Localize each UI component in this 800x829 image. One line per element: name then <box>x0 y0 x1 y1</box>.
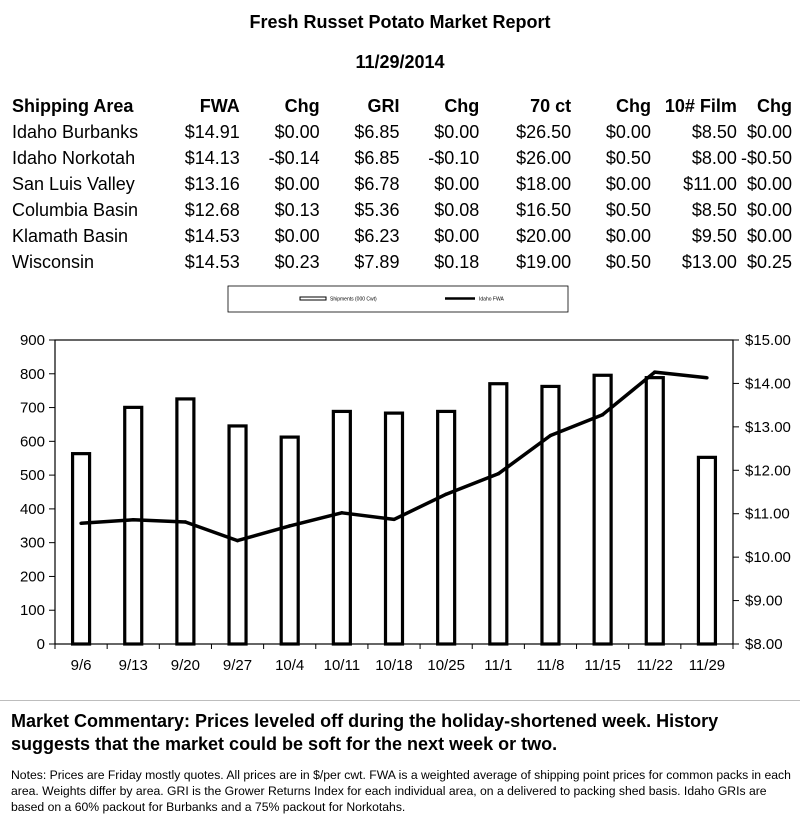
shipment-bar <box>542 386 559 644</box>
x-axis-tick-label: 9/6 <box>70 657 92 674</box>
price-cell: $0.00 <box>605 173 651 194</box>
price-cell: $0.50 <box>605 251 651 272</box>
right-axis-tick-label: $14.00 <box>745 375 791 393</box>
legend-swatch-shipments <box>300 297 326 300</box>
header-fwa: FWA <box>199 96 240 116</box>
legend-label-shipments: Shipments (000 Cwt) <box>330 296 377 303</box>
price-cell: $9.50 <box>691 225 737 246</box>
shipping-area-cell: Idaho Burbanks <box>12 121 139 142</box>
shipping-area-cell: Wisconsin <box>12 251 95 272</box>
shipment-bar <box>386 413 403 644</box>
price-cell: $7.89 <box>354 251 400 272</box>
right-axis-tick-label: $8.00 <box>745 636 783 653</box>
table-row <box>10 249 794 275</box>
price-cell: $6.85 <box>354 147 400 168</box>
left-axis-tick-label: 200 <box>19 568 45 586</box>
shipping-area-cell: Columbia Basin <box>12 199 139 220</box>
x-axis-tick-label: 11/15 <box>584 657 621 674</box>
right-axis-tick-label: $9.00 <box>745 592 783 610</box>
divider <box>0 700 800 701</box>
price-cell: $0.00 <box>746 225 792 246</box>
legend-box <box>228 286 568 312</box>
price-cell: $13.16 <box>184 173 240 194</box>
idaho-fwa-point <box>497 472 500 475</box>
x-axis-tick-label: 11/22 <box>636 657 673 674</box>
price-cell: $18.00 <box>516 173 572 194</box>
price-cell: -$0.14 <box>268 147 320 168</box>
price-cell: $14.53 <box>184 225 240 246</box>
price-cell: $13.00 <box>681 251 737 272</box>
idaho-fwa-point <box>340 511 343 514</box>
price-cell: $0.00 <box>746 121 792 142</box>
left-axis-tick-label: 600 <box>19 433 45 451</box>
shipment-bar <box>229 426 246 644</box>
header-shipping-area: Shipping Area <box>12 96 134 116</box>
shipping-area-cell: Klamath Basin <box>12 225 129 246</box>
table-header-row <box>10 94 794 119</box>
header-gri: GRI <box>367 96 400 116</box>
shipment-bar <box>73 454 90 644</box>
price-cell: $26.50 <box>516 121 572 142</box>
market-commentary: Market Commentary: Prices leveled off during the holiday-shortened week. History suggests that the market could be soft for the next week or two. <box>11 711 719 754</box>
right-axis-tick-label: $12.00 <box>745 462 791 480</box>
price-cell: $0.00 <box>605 121 651 142</box>
price-cell: $0.00 <box>746 199 792 220</box>
price-cell: $6.78 <box>354 173 400 194</box>
price-cell: $6.23 <box>354 225 400 246</box>
x-axis-tick-label: 10/11 <box>323 657 361 674</box>
shipment-bar <box>125 407 142 644</box>
price-cell: $0.13 <box>274 199 320 220</box>
header-fwa-chg: Chg <box>284 96 320 116</box>
price-cell: $11.00 <box>683 173 737 194</box>
price-cell: $0.23 <box>274 251 320 272</box>
price-cell: $0.25 <box>746 251 792 272</box>
price-cell: $8.50 <box>691 121 737 142</box>
price-cell: $0.00 <box>274 225 320 246</box>
header-gri-chg: Chg <box>444 96 480 116</box>
right-axis-tick-label: $10.00 <box>745 549 791 567</box>
shipment-bar <box>333 411 350 644</box>
idaho-fwa-point <box>549 434 552 437</box>
header-70ct-chg: Chg <box>615 96 651 116</box>
shipment-bar <box>490 384 507 644</box>
price-cell: $0.00 <box>434 225 480 246</box>
idaho-fwa-point <box>79 522 82 525</box>
right-axis-tick-label: $15.00 <box>745 332 791 349</box>
idaho-fwa-point <box>288 524 291 527</box>
x-axis-tick-label: 10/4 <box>275 657 305 674</box>
notes: Notes: Prices are Friday mostly quotes. All prices are in $/per cwt. FWA is a weighted average of shipping point prices for common packs in each area. Weights differ by area. GRI is the Grower Returns Index for each individual area, on a delivered to packing shed basis. Idaho GRIs are based on a 60% packout for Burbanks and a 75% packout for Norkotahs. <box>11 768 791 814</box>
header-10lb-film: 10# Film <box>664 96 737 116</box>
price-cell: $0.50 <box>605 199 651 220</box>
price-cell: $0.08 <box>434 199 480 220</box>
shipment-bar <box>438 411 455 644</box>
idaho-fwa-point <box>444 492 447 495</box>
price-cell: $0.00 <box>605 225 651 246</box>
left-axis-tick-label: 800 <box>19 365 45 383</box>
price-cell: $0.50 <box>605 147 651 168</box>
shipment-bar <box>698 457 715 644</box>
price-cell: $20.00 <box>516 225 572 246</box>
price-cell: $8.00 <box>691 147 737 168</box>
price-cell: $8.50 <box>691 199 737 220</box>
x-axis-tick-label: 9/13 <box>118 657 148 674</box>
price-cell: $0.18 <box>434 251 480 272</box>
price-cell: $0.00 <box>274 173 320 194</box>
header-10lb-film-chg: Chg <box>757 96 792 116</box>
price-cell: $14.53 <box>184 251 240 272</box>
shipment-bar <box>281 437 298 644</box>
idaho-fwa-point <box>236 539 239 542</box>
header-70ct: 70 ct <box>530 96 572 116</box>
table-row <box>10 145 794 171</box>
x-axis-tick-label: 11/1 <box>484 657 513 674</box>
shipments-price-chart <box>0 282 800 692</box>
left-axis-tick-label: 0 <box>36 636 45 653</box>
idaho-fwa-point <box>601 413 604 416</box>
x-axis-tick-label: 9/27 <box>222 657 253 674</box>
left-axis-tick-label: 400 <box>19 500 45 518</box>
idaho-fwa-point <box>184 520 187 523</box>
price-cell: $12.68 <box>184 199 240 220</box>
report-title: Fresh Russet Potato Market Report <box>249 12 551 32</box>
x-axis-tick-label: 11/29 <box>688 657 726 674</box>
price-cell: $14.13 <box>184 147 240 168</box>
price-table <box>10 94 794 275</box>
left-axis-tick-label: 900 <box>19 332 45 349</box>
price-cell: -$0.50 <box>740 147 792 168</box>
left-axis-tick-label: 300 <box>19 534 45 552</box>
table-row <box>10 223 794 249</box>
left-axis-tick-label: 500 <box>19 467 45 485</box>
price-cell: $26.00 <box>516 147 572 168</box>
table-row <box>10 119 794 145</box>
right-axis-tick-label: $11.00 <box>745 505 790 523</box>
price-cell: $6.85 <box>354 121 400 142</box>
legend-label-idaho-fwa: Idaho FWA <box>479 296 504 303</box>
x-axis-tick-label: 11/8 <box>536 657 565 674</box>
price-cell: $0.00 <box>746 173 792 194</box>
shipping-area-cell: San Luis Valley <box>12 173 135 194</box>
price-cell: $0.00 <box>274 121 320 142</box>
idaho-fwa-point <box>705 376 708 379</box>
left-axis-tick-label: 700 <box>19 399 45 417</box>
price-cell: $0.00 <box>434 173 480 194</box>
left-axis-tick-label: 100 <box>19 602 45 620</box>
report-date: 11/29/2014 <box>355 52 445 72</box>
price-cell: -$0.10 <box>428 147 480 168</box>
shipment-bar <box>646 378 663 644</box>
table-row <box>10 197 794 223</box>
price-cell: $14.91 <box>184 121 240 142</box>
price-cell: $19.00 <box>516 251 572 272</box>
shipping-area-cell: Idaho Norkotah <box>12 147 136 168</box>
price-cell: $5.36 <box>354 199 400 220</box>
x-axis-tick-label: 9/20 <box>170 657 200 674</box>
idaho-fwa-point <box>653 370 656 373</box>
idaho-fwa-point <box>132 518 135 521</box>
right-axis-tick-label: $13.00 <box>745 418 791 436</box>
x-axis-tick-label: 10/25 <box>427 657 465 674</box>
table-row <box>10 171 794 197</box>
price-cell: $16.50 <box>516 199 572 220</box>
price-cell: $0.00 <box>434 121 480 142</box>
idaho-fwa-point <box>392 518 395 521</box>
x-axis-tick-label: 10/18 <box>375 657 413 674</box>
